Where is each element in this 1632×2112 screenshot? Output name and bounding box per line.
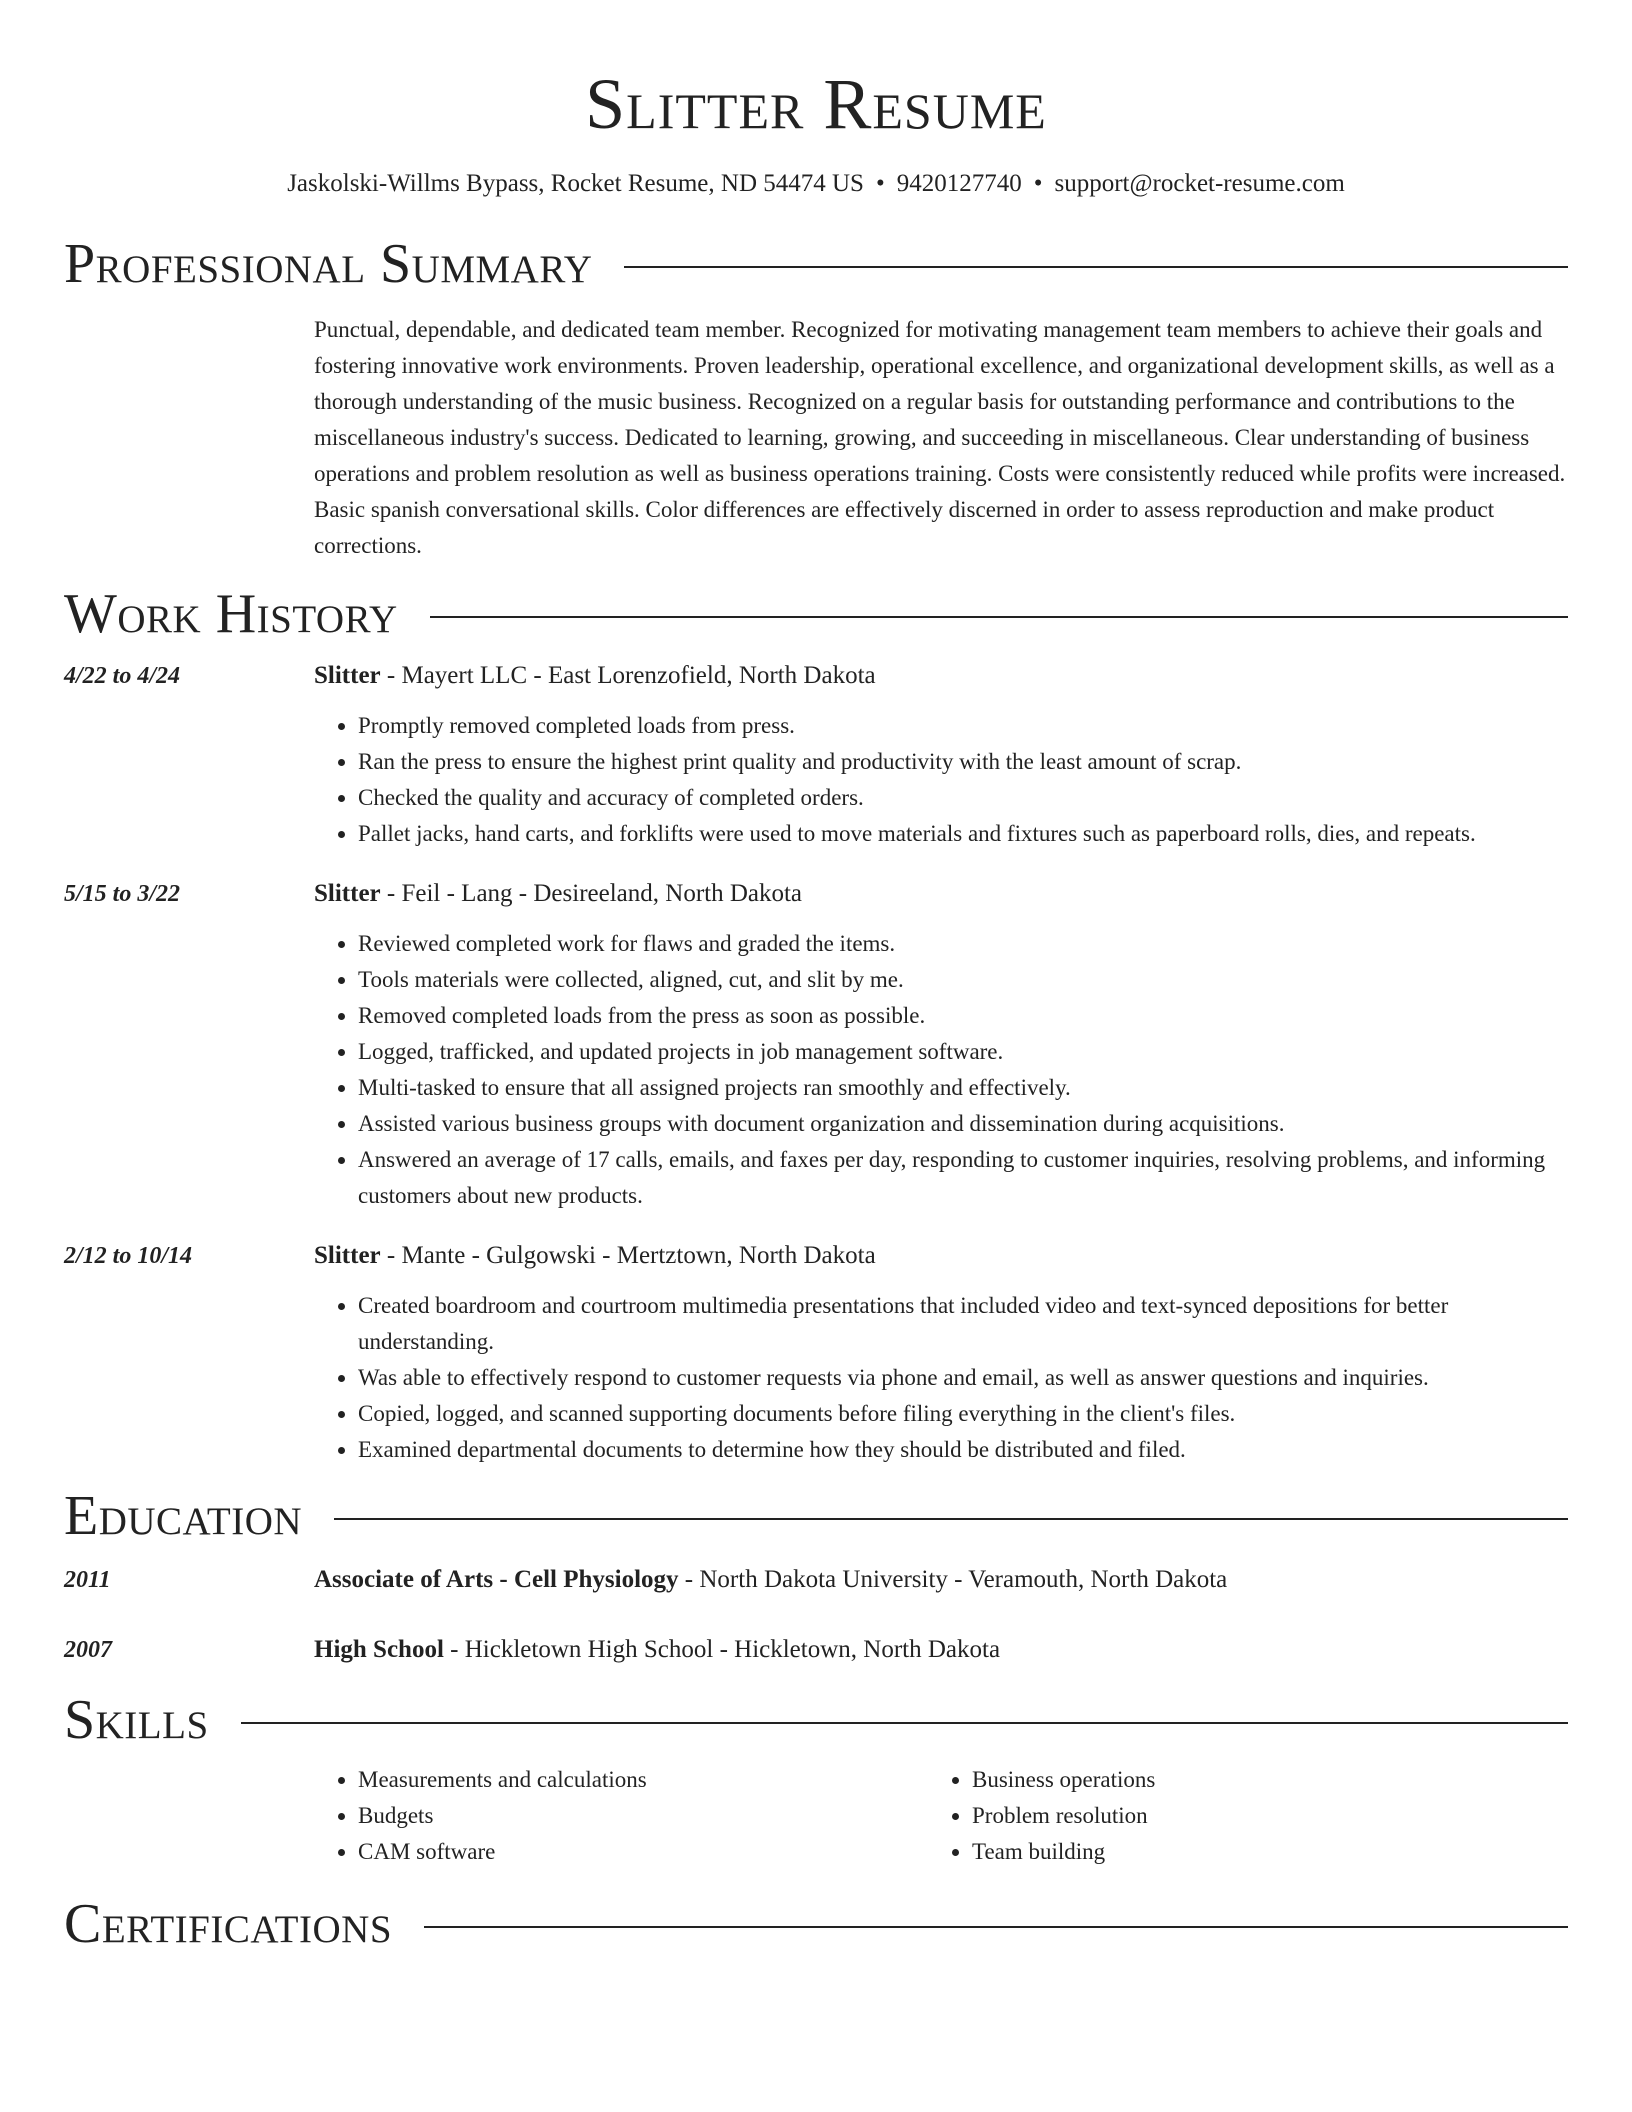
work-title-line <box>314 878 1568 910</box>
list-item: • Checked the quality and accuracy of completed orders. <box>358 780 1568 816</box>
section-title: Education <box>64 1485 303 1547</box>
list-item: • Removed completed loads from the press as soon as possible. <box>358 998 1568 1034</box>
list-item: • Promptly removed completed loads from press. <box>358 708 1568 744</box>
education-entry <box>64 1634 1568 1666</box>
skill-item: • Budgets <box>358 1798 928 1834</box>
skills-list <box>314 1762 1568 1870</box>
list-item: • Copied, logged, and scanned supporting documents before filing everything in the client's files. <box>358 1396 1568 1432</box>
work-date: 5/15 to 3/22 <box>64 881 181 907</box>
section-title: Professional Summary <box>64 233 593 295</box>
section-certifications-header <box>64 1893 1568 1955</box>
education-date: 2007 <box>64 1637 112 1663</box>
list-item: • Was able to effectively respond to customer requests via phone and email, as well as answer questions and inquiries. <box>358 1360 1568 1396</box>
education-line <box>314 1564 1568 1596</box>
work-title-line <box>314 1240 1568 1272</box>
resume-name: Slitter Resume <box>585 64 1047 144</box>
work-bullets <box>314 1288 1568 1468</box>
section-title: Certifications <box>64 1893 393 1955</box>
contact-line <box>64 168 1568 200</box>
skill-item: • Problem resolution <box>972 1798 1542 1834</box>
education-line <box>314 1634 1568 1666</box>
list-item: • Assisted various business groups with document organization and dissemination during acquisitions. <box>358 1106 1568 1142</box>
summary-text: Punctual, dependable, and dedicated team member. Recognized for motivating management team members to achieve their goals and fostering innovative work environments. Proven leadership, operational excellence, and organizational development skills, as well as a thorough understanding of the music business. Recognized on a regular basis for outstanding performance and contributions to the miscellaneous industry's success. Dedicated to learning, growing, and succeeding in miscellaneous. Clear understanding of business operations and problem resolution as well as business operations training. Costs were consistently reduced while profits were increased. Basic spanish conversational skills. Color differences are effectively discerned in order to assess reproduction and make product corrections. <box>314 317 1566 558</box>
list-item: • Answered an average of 17 calls, emails, and faxes per day, responding to customer inquiries, resolving problems, and informing customers about new products. <box>358 1142 1568 1214</box>
list-item: • Tools materials were collected, aligned, cut, and slit by me. <box>358 962 1568 998</box>
job-details: - Mante - Gulgowski - Mertztown, North Dakota <box>380 1242 876 1269</box>
work-bullets <box>314 926 1568 1214</box>
school-details: - North Dakota University - Veramouth, North Dakota <box>678 1566 1228 1593</box>
job-details: - Mayert LLC - East Lorenzofield, North Dakota <box>380 662 876 689</box>
education-entry <box>64 1564 1568 1596</box>
work-entry <box>64 878 1568 1214</box>
list-item: • Ran the press to ensure the highest print quality and productivity with the least amount of scrap. <box>358 744 1568 780</box>
skill-item: • Measurements and calculations <box>358 1762 928 1798</box>
section-education-header <box>64 1485 1568 1547</box>
education-date: 2011 <box>64 1567 111 1593</box>
list-item: • Pallet jacks, hand carts, and forklifts were used to move materials and fixtures such as paperboard rolls, dies, and repeats. <box>358 816 1568 852</box>
section-summary-header <box>64 233 1568 295</box>
list-item: • Reviewed completed work for flaws and graded the items. <box>358 926 1568 962</box>
work-title-line <box>314 660 1568 692</box>
section-divider <box>624 266 1568 268</box>
skill-item: • CAM software <box>358 1834 928 1870</box>
job-details: - Feil - Lang - Desireeland, North Dakota <box>380 880 803 907</box>
contact-phone: 9420127740 <box>896 170 1022 197</box>
degree: Associate of Arts - Cell Physiology <box>314 1566 679 1593</box>
job-title: Slitter <box>314 1242 381 1269</box>
list-item: • Multi-tasked to ensure that all assigned projects ran smoothly and effectively. <box>358 1070 1568 1106</box>
section-divider <box>430 616 1568 618</box>
contact-separator: • <box>875 170 885 197</box>
list-item: • Logged, trafficked, and updated projects in job management software. <box>358 1034 1568 1070</box>
section-title: Skills <box>64 1689 209 1751</box>
job-title: Slitter <box>314 880 381 907</box>
work-date: 4/22 to 4/24 <box>64 663 181 689</box>
job-title: Slitter <box>314 662 381 689</box>
skill-item: • Business operations <box>972 1762 1542 1798</box>
list-item: • Examined departmental documents to determine how they should be distributed and filed. <box>358 1432 1568 1468</box>
work-entry <box>64 1240 1568 1468</box>
skills-column-left <box>314 1762 928 1870</box>
school-details: - Hickletown High School - Hickletown, North Dakota <box>443 1636 1001 1663</box>
contact-email: support@rocket-resume.com <box>1054 170 1345 197</box>
section-divider <box>424 1926 1568 1928</box>
contact-address: Jaskolski-Willms Bypass, Rocket Resume, ND 54474 US <box>287 170 864 197</box>
degree: High School <box>314 1636 444 1663</box>
work-entry <box>64 660 1568 852</box>
section-divider <box>334 1518 1568 1520</box>
section-title: Work History <box>64 583 398 645</box>
list-item: • Created boardroom and courtroom multimedia presentations that included video and text-synced depositions for better understanding. <box>358 1288 1568 1360</box>
contact-separator: • <box>1033 170 1043 197</box>
section-divider <box>241 1722 1568 1724</box>
section-skills-header <box>64 1689 1568 1751</box>
skills-column-right <box>928 1762 1542 1870</box>
skill-item: • Team building <box>972 1834 1542 1870</box>
section-work-header <box>64 583 1568 645</box>
work-bullets <box>314 708 1568 852</box>
work-date: 2/12 to 10/14 <box>64 1243 193 1269</box>
